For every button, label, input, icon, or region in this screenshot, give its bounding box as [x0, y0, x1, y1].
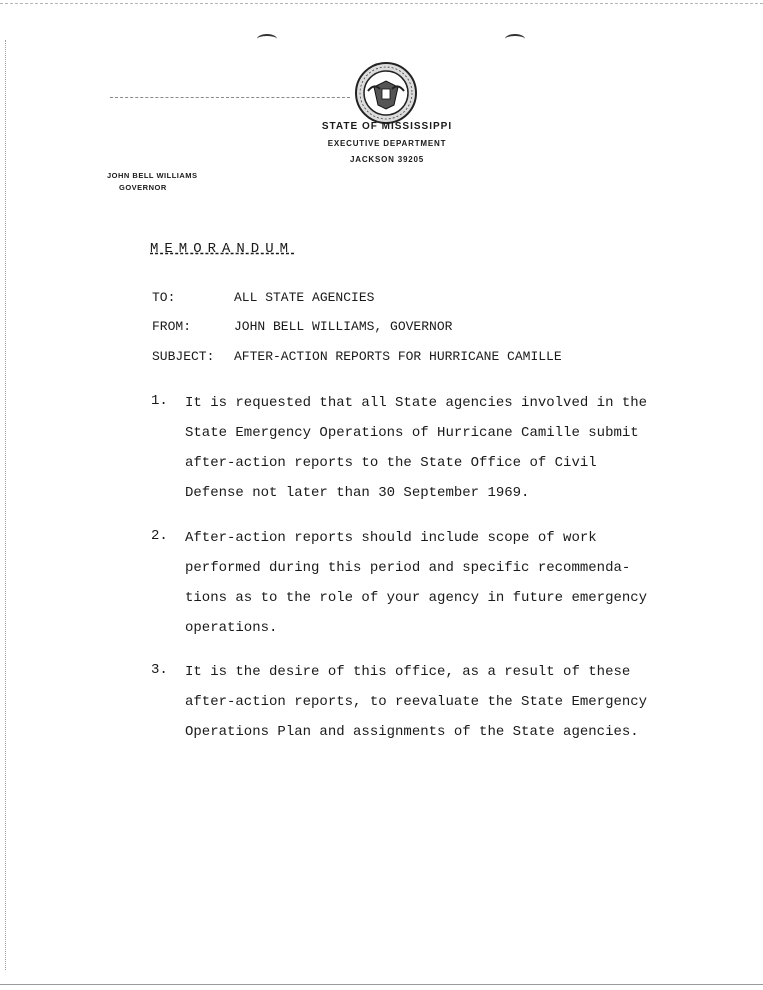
- paragraph-line: It is the desire of this office, as a result of these: [185, 664, 631, 680]
- paragraph-line: State Emergency Operations of Hurricane Camille submit: [185, 425, 639, 441]
- memo-heading: MEMORANDUM: [150, 241, 295, 257]
- letterhead-rule: [110, 97, 350, 98]
- paragraph-line: Operations Plan and assignments of the State agencies.: [185, 724, 639, 740]
- paragraph-line: Defense not later than 30 September 1969.: [185, 485, 530, 501]
- paragraph-line: performed during this period and specific recommenda-: [185, 560, 631, 576]
- paragraph-line: after-action reports to the State Office of Civil: [185, 455, 597, 471]
- paragraph-number: 1.: [151, 393, 168, 409]
- letterhead-state: STATE OF MISSISSIPPI: [321, 121, 453, 132]
- from-label: FROM:: [152, 319, 192, 334]
- bottom-edge-line: [0, 984, 763, 985]
- governor-name: JOHN BELL WILLIAMS: [107, 171, 198, 180]
- paragraph-3: [185, 657, 655, 747]
- binder-hole-mark: [505, 34, 525, 44]
- paragraph-line: operations.: [185, 620, 278, 636]
- paragraph-number: 2.: [151, 528, 168, 544]
- paragraph-line: after-action reports, to reevaluate the State Emergency: [185, 694, 648, 710]
- state-seal-icon: [354, 61, 418, 125]
- letterhead-city: JACKSON 39205: [350, 155, 424, 164]
- binder-hole-mark: [257, 34, 277, 44]
- paragraph-line: tions as to the role of your agency in future emergency: [185, 590, 648, 606]
- governor-title: GOVERNOR: [119, 183, 167, 192]
- to-label: TO:: [152, 290, 176, 305]
- paragraph-line: After-action reports should include scope of work: [185, 530, 597, 546]
- subject-label: SUBJECT:: [152, 349, 215, 364]
- letterhead-department: EXECUTIVE DEPARTMENT: [327, 139, 447, 148]
- top-edge-dash: [0, 3, 763, 4]
- subject-value: AFTER-ACTION REPORTS FOR HURRICANE CAMILLE: [234, 349, 562, 364]
- left-edge-line: [5, 40, 6, 970]
- from-value: JOHN BELL WILLIAMS, GOVERNOR: [234, 319, 453, 334]
- to-value: ALL STATE AGENCIES: [234, 290, 375, 305]
- paragraph-2: [185, 523, 655, 643]
- paragraph-1: [185, 388, 655, 508]
- paragraph-number: 3.: [151, 662, 168, 678]
- paragraph-line: It is requested that all State agencies involved in the: [185, 395, 648, 411]
